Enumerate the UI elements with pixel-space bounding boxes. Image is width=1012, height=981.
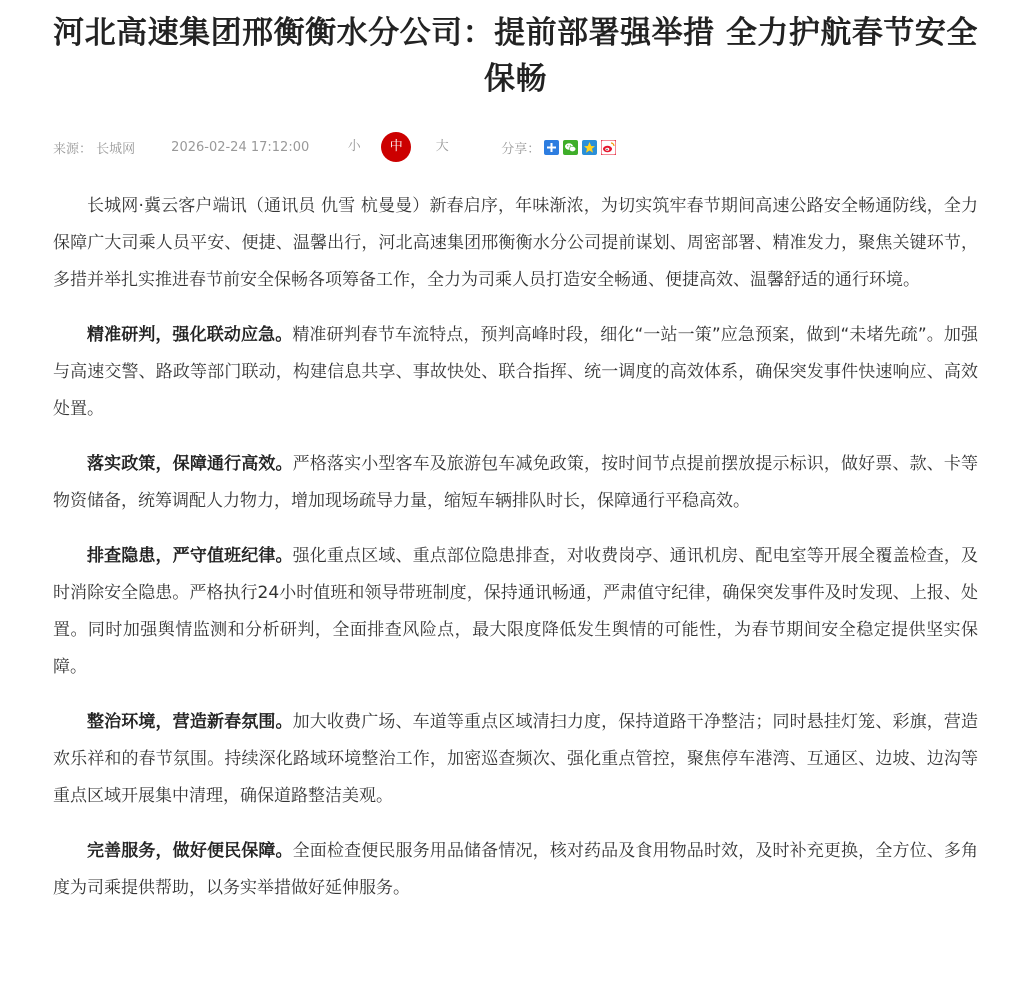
article-paragraph [53, 188, 978, 299]
font-size-medium-button[interactable]: 中 [381, 132, 411, 162]
paragraph-text: 全面检查便民服务用品储备情况，核对药品及食用物品时效，及时补充更换，全方位、多角度为司乘提供帮助，以务实举措做好延伸服务。 [53, 841, 979, 898]
paragraph-lead: 整治环境，营造新春氛围。 [87, 712, 293, 732]
article-paragraph [53, 317, 978, 428]
paragraph-lead: 落实政策，保障通行高效。 [87, 454, 293, 474]
paragraph-lead: 完善服务，做好便民保障。 [87, 841, 293, 861]
share-label: 分享： [501, 141, 541, 157]
article-meta [53, 132, 978, 162]
article-paragraph [53, 538, 978, 686]
weibo-icon[interactable] [601, 140, 616, 155]
share-bar [501, 138, 616, 157]
paragraph-text: 强化重点区域、重点部位隐患排查，对收费岗亭、通讯机房、配电室等开展全覆盖检查，及时消除安全隐患。严格执行24小时值班和领导带班制度，保持通讯畅通，严肃值守纪律，确保突发事件及时发现、上报、处置。同时加强舆情监测和分析研判，全面排查风险点，最大限度降低发生舆情的可能性，为春节期间安全稳定提供坚实保障。 [53, 546, 979, 677]
publish-datetime: 2026-02-24 17:12:00 [171, 139, 310, 155]
source-label: 来源： [53, 141, 93, 157]
paragraph-lead: 精准研判，强化联动应急。 [87, 325, 293, 345]
font-size-large-button[interactable]: 大 [435, 139, 449, 154]
paragraph-text: 严格落实小型客车及旅游包车减免政策，按时间节点提前摆放提示标识，做好票、款、卡等物资储备，统筹调配人力物力，增加现场疏导力量，缩短车辆排队时长，保障通行平稳高效。 [53, 454, 979, 511]
paragraph-text: 长城网·冀云客户端讯（通讯员 仇雪 杭曼曼）新春启序，年味渐浓，为切实筑牢春节期间高速公路安全畅通防线，全力保障广大司乘人员平安、便捷、温馨出行，河北高速集团邢衡衡水分公司提前谋划、周密部署、精准发力，聚焦关键环节，多措并举扎实推进春节前安全保畅各项筹备工作，全力为司乘人员打造安全畅通、便捷高效、温馨舒适的通行环境。 [53, 196, 978, 290]
article-paragraph [53, 704, 978, 815]
font-size-small-button[interactable]: 小 [347, 139, 361, 154]
qzone-icon[interactable] [582, 140, 597, 155]
source-name: 长城网 [96, 141, 136, 157]
page-title: 河北高速集团邢衡衡水分公司：提前部署强举措 全力护航春节安全保畅 [53, 15, 978, 97]
article-paragraph [53, 833, 978, 907]
plus-share-icon[interactable] [544, 140, 559, 155]
wechat-icon[interactable] [563, 140, 578, 155]
paragraph-text: 加大收费广场、车道等重点区域清扫力度，保持道路干净整洁；同时悬挂灯笼、彩旗，营造欢乐祥和的春节氛围。持续深化路域环境整治工作，加密巡查频次、强化重点管控，聚焦停车港湾、互通区、边坡、边沟等重点区域开展集中清理，确保道路整洁美观。 [53, 712, 979, 806]
article-paragraph [53, 446, 978, 520]
article-body [53, 188, 978, 907]
paragraph-text: 精准研判春节车流特点，预判高峰时段，细化“一站一策”应急预案，做到“未堵先疏”。加强与高速交警、路政等部门联动，构建信息共享、事故快处、联合指挥、统一调度的高效体系，确保突发事件快速响应、高效处置。 [53, 325, 978, 419]
source-info [53, 138, 135, 157]
paragraph-lead: 排查隐患，严守值班纪律。 [87, 546, 293, 566]
